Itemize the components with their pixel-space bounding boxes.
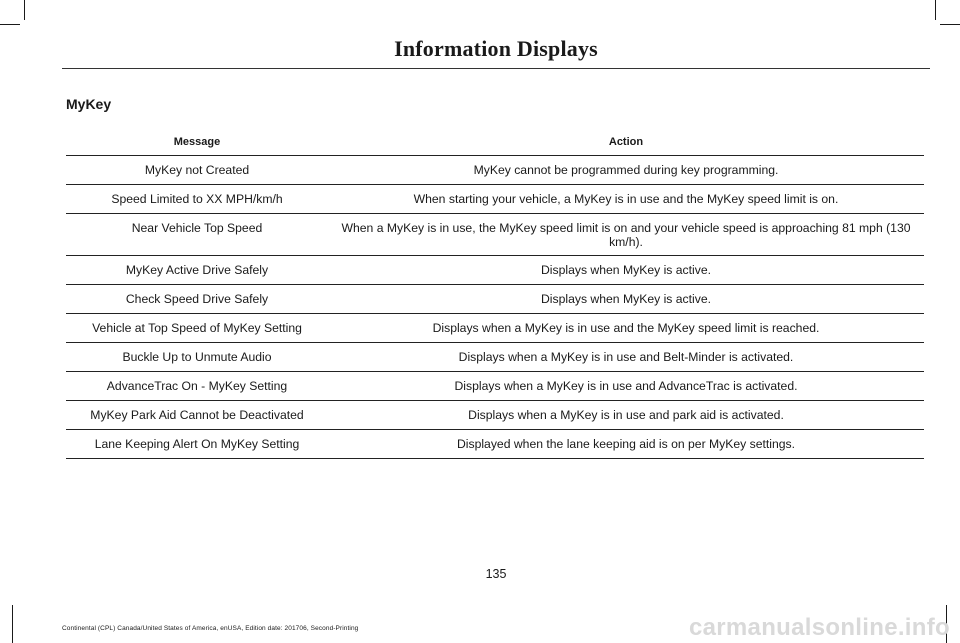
- table-row: [66, 256, 924, 285]
- action-cell: Displays when a MyKey is in use and Belt-Minder is activated.: [328, 343, 924, 372]
- action-cell: Displays when a MyKey is in use and the MyKey speed limit is reached.: [328, 314, 924, 343]
- crop-mark: [12, 605, 13, 643]
- table-row: [66, 314, 924, 343]
- message-cell: Lane Keeping Alert On MyKey Setting: [66, 430, 328, 459]
- message-cell: MyKey not Created: [66, 156, 328, 185]
- crop-mark: [940, 24, 960, 25]
- table-row: [66, 185, 924, 214]
- table-row: [66, 214, 924, 256]
- crop-mark: [0, 24, 20, 25]
- action-cell: MyKey cannot be programmed during key programming.: [328, 156, 924, 185]
- edition-footer: Continental (CPL) Canada/United States of America, enUSA, Edition date: 201706, Second-Printing: [62, 625, 359, 632]
- page-title: Information Displays: [394, 36, 598, 61]
- action-cell: Displays when MyKey is active.: [328, 285, 924, 314]
- action-cell: When a MyKey is in use, the MyKey speed limit is on and your vehicle speed is approaching 81 mph (130 km/h).: [328, 214, 924, 256]
- watermark-logo: carmanualsonline.info: [688, 614, 950, 641]
- table-row: [66, 285, 924, 314]
- crop-mark: [24, 0, 25, 20]
- message-cell: MyKey Park Aid Cannot be Deactivated: [66, 401, 328, 430]
- table-row: [66, 343, 924, 372]
- column-header-message: Message: [66, 129, 328, 156]
- action-cell: When starting your vehicle, a MyKey is in use and the MyKey speed limit is on.: [328, 185, 924, 214]
- column-header-action: Action: [328, 129, 924, 156]
- message-cell: Buckle Up to Unmute Audio: [66, 343, 328, 372]
- action-cell: Displays when a MyKey is in use and AdvanceTrac is activated.: [328, 372, 924, 401]
- mykey-messages-table: [66, 129, 924, 459]
- message-cell: AdvanceTrac On - MyKey Setting: [66, 372, 328, 401]
- message-cell: Speed Limited to XX MPH/km/h: [66, 185, 328, 214]
- message-cell: MyKey Active Drive Safely: [66, 256, 328, 285]
- message-cell: Vehicle at Top Speed of MyKey Setting: [66, 314, 328, 343]
- message-cell: Near Vehicle Top Speed: [66, 214, 328, 256]
- table-row: [66, 401, 924, 430]
- page-number: 135: [485, 567, 507, 581]
- section-heading: MyKey: [66, 96, 112, 112]
- table-row: [66, 430, 924, 459]
- table-header-row: [66, 129, 924, 156]
- action-cell: Displays when a MyKey is in use and park aid is activated.: [328, 401, 924, 430]
- table-row: [66, 372, 924, 401]
- message-cell: Check Speed Drive Safely: [66, 285, 328, 314]
- action-cell: Displays when MyKey is active.: [328, 256, 924, 285]
- header-divider: [62, 68, 930, 69]
- crop-mark: [935, 0, 936, 20]
- table-row: [66, 156, 924, 185]
- action-cell: Displayed when the lane keeping aid is on per MyKey settings.: [328, 430, 924, 459]
